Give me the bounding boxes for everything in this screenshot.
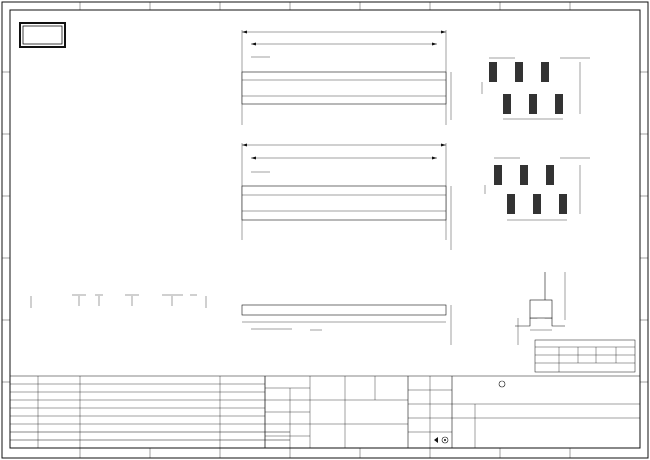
ordering-information (31, 295, 206, 308)
pcb-pad (507, 194, 515, 214)
pcb-pad (541, 62, 549, 82)
outer-frame (2, 2, 648, 458)
pcb-pad (529, 94, 537, 114)
pcb-pad (494, 165, 502, 185)
title-block (10, 376, 640, 448)
pcb-pad (559, 194, 567, 214)
pcb-pad (533, 194, 541, 214)
pcb-pad (555, 94, 563, 114)
hsf-rohs-logo (20, 23, 65, 47)
top-view-2 (242, 143, 451, 250)
row-markers (2, 72, 648, 382)
dimension-list-table (535, 340, 635, 372)
pcb-pad (515, 62, 523, 82)
pcb-layout (482, 58, 590, 345)
front-view (242, 305, 451, 345)
pcb-pad (546, 165, 554, 185)
col-markers-bottom (80, 448, 570, 458)
col-markers-top (80, 2, 570, 10)
pcb-pad (503, 94, 511, 114)
pcb-pad (489, 62, 497, 82)
top-view-1 (242, 30, 451, 125)
registered-icon (499, 381, 505, 387)
projection-icon (434, 437, 448, 443)
pcb-pad (520, 165, 528, 185)
